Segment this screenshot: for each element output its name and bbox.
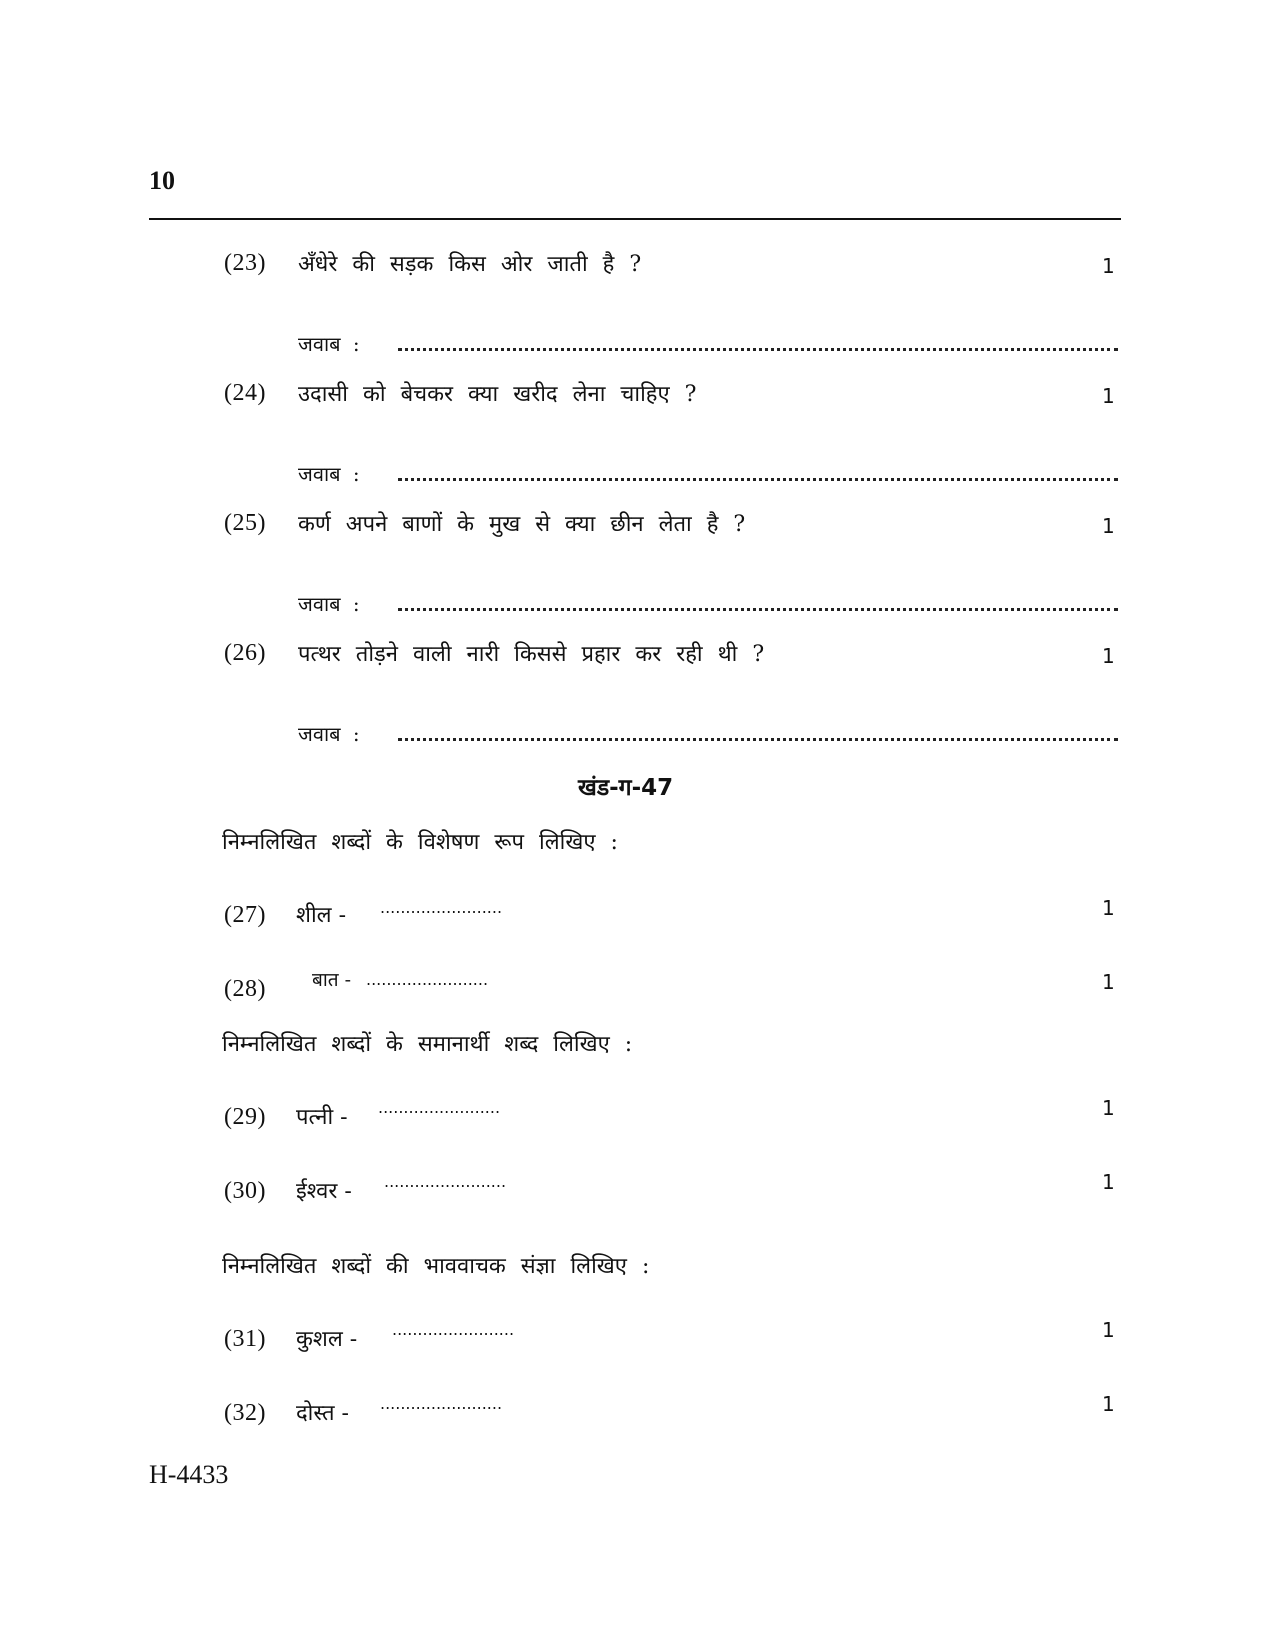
question-text: कर्ण अपने बाणों के मुख से क्या छीन लेता है ? xyxy=(298,512,746,537)
item-word: बात - xyxy=(312,969,352,991)
item-marks: 1 xyxy=(1102,1392,1115,1416)
answer-blank[interactable]: ........................ xyxy=(366,970,489,989)
item-marks: 1 xyxy=(1102,896,1115,920)
answer-blank[interactable]: ........................ xyxy=(380,1394,503,1413)
item-word: पत्नी - xyxy=(296,1105,348,1130)
question-text: अँधेरे की सड़क किस ओर जाती है ? xyxy=(298,252,642,277)
answer-line[interactable] xyxy=(398,738,1118,741)
answer-blank[interactable]: ........................ xyxy=(380,898,503,917)
item-word: कुशल - xyxy=(296,1327,358,1352)
question-text: पत्थर तोड़ने वाली नारी किससे प्रहार कर रही थी ? xyxy=(298,642,765,667)
paper-code: H-4433 xyxy=(149,1460,229,1489)
question-number: (24) xyxy=(224,380,266,406)
question-marks: 1 xyxy=(1102,254,1115,278)
question-marks: 1 xyxy=(1102,384,1115,408)
answer-blank[interactable]: ........................ xyxy=(384,1172,507,1191)
header-rule xyxy=(149,218,1121,220)
item-number: (30) xyxy=(224,1178,266,1204)
answer-line[interactable] xyxy=(398,348,1118,351)
item-marks: 1 xyxy=(1102,1318,1115,1342)
item-word: दोस्त - xyxy=(296,1401,349,1426)
instruction-text: निम्नलिखित शब्दों के समानार्थी शब्द लिखिए : xyxy=(222,1032,633,1057)
answer-blank[interactable]: ........................ xyxy=(392,1320,515,1339)
item-word: शील - xyxy=(296,903,347,928)
question-number: (23) xyxy=(224,250,266,276)
item-marks: 1 xyxy=(1102,970,1115,994)
item-number: (28) xyxy=(224,976,266,1002)
answer-line[interactable] xyxy=(398,478,1118,481)
item-marks: 1 xyxy=(1102,1096,1115,1120)
question-number: (25) xyxy=(224,510,266,536)
page-number: 10 xyxy=(149,166,175,195)
item-number: (31) xyxy=(224,1326,266,1352)
instruction-text: निम्नलिखित शब्दों के विशेषण रूप लिखिए : xyxy=(222,830,618,855)
item-number: (32) xyxy=(224,1400,266,1426)
answer-label: जवाब : xyxy=(298,462,360,486)
question-number: (26) xyxy=(224,640,266,666)
item-number: (29) xyxy=(224,1104,266,1130)
answer-line[interactable] xyxy=(398,608,1118,611)
item-marks: 1 xyxy=(1102,1170,1115,1194)
answer-label: जवाब : xyxy=(298,592,360,616)
question-text: उदासी को बेचकर क्या खरीद लेना चाहिए ? xyxy=(298,382,697,407)
answer-label: जवाब : xyxy=(298,332,360,356)
answer-label: जवाब : xyxy=(298,722,360,746)
instruction-text: निम्नलिखित शब्दों की भाववाचक संज्ञा लिखिए : xyxy=(222,1254,650,1279)
answer-blank[interactable]: ........................ xyxy=(378,1098,501,1117)
item-word: ईश्वर - xyxy=(296,1179,352,1204)
item-number: (27) xyxy=(224,902,266,928)
question-marks: 1 xyxy=(1102,644,1115,668)
question-marks: 1 xyxy=(1102,514,1115,538)
section-heading: खंड-ग-47 xyxy=(578,775,674,801)
